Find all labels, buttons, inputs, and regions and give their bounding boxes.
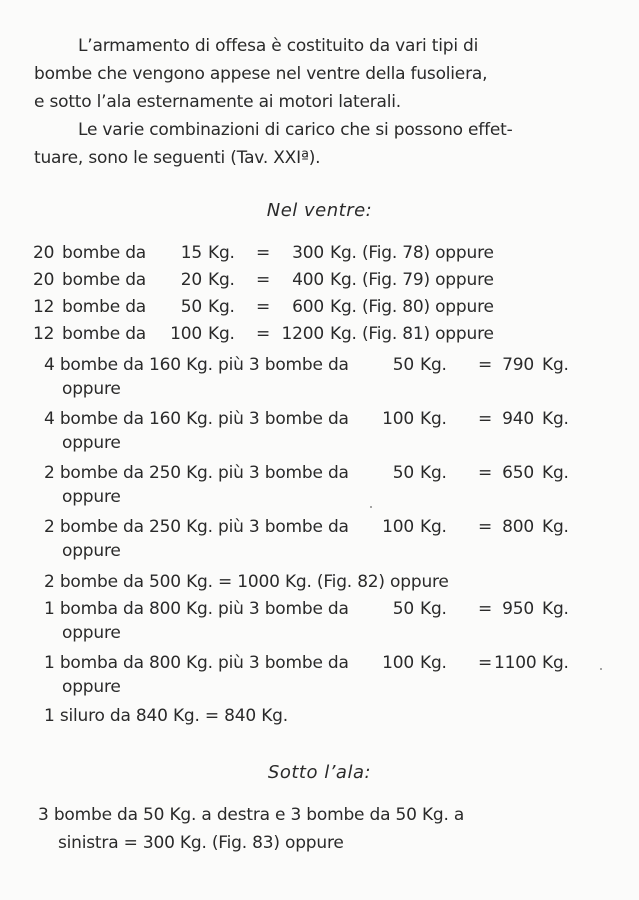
weight: 100	[382, 409, 414, 429]
total-unit: Kg.	[542, 409, 569, 429]
text-line	[34, 116, 590, 144]
weight: 50	[392, 599, 414, 619]
quantity: 20	[33, 270, 55, 290]
total: 950	[502, 599, 534, 619]
equals-sign: =	[256, 243, 271, 263]
text-line: bombe che vengono appese nel ventre della fusoliera,	[34, 64, 488, 84]
total-unit: Kg.	[542, 517, 569, 537]
total: 940	[502, 409, 534, 429]
unit: Kg.	[420, 355, 447, 375]
weight: 100	[382, 653, 414, 673]
combo-description: 2 bombe da 250 Kg. più 3 bombe da	[44, 463, 349, 483]
total: 800	[502, 517, 534, 537]
equals-sign: =	[478, 599, 493, 619]
scan-speck	[370, 506, 372, 508]
combo-description: 4 bombe da 160 Kg. più 3 bombe da	[44, 409, 349, 429]
section-heading-ala: Sotto l’ala:	[267, 762, 372, 783]
total-detail: Kg. (Fig. 78) oppure	[330, 243, 494, 263]
total: 650	[502, 463, 534, 483]
equals-sign: =	[256, 297, 271, 317]
weight: 15	[180, 243, 202, 263]
intro-paragraph-1	[34, 32, 590, 116]
weight: 50	[180, 297, 202, 317]
text-line-content: L’armamento di offesa è costituito da vari tipi di	[78, 36, 479, 56]
continuation-oppure: oppure	[62, 379, 121, 399]
unit: Kg.	[208, 324, 235, 344]
ala-line-1: 3 bombe da 50 Kg. a destra e 3 bombe da 50 Kg. a	[38, 805, 465, 825]
equals-sign: =	[478, 517, 493, 537]
equals-sign: =	[478, 653, 493, 673]
ala-line-2: sinistra = 300 Kg. (Fig. 83) oppure	[58, 833, 344, 853]
total: 300	[292, 243, 324, 263]
description: bombe da	[62, 243, 147, 263]
unit: Kg.	[208, 243, 235, 263]
total: 600	[292, 297, 324, 317]
text-line: e sotto l’ala esternamente ai motori laterali.	[34, 92, 401, 112]
quantity: 12	[33, 297, 55, 317]
continuation-oppure: oppure	[62, 541, 121, 561]
unit: Kg.	[420, 599, 447, 619]
unit: Kg.	[208, 270, 235, 290]
weight: 50	[392, 463, 414, 483]
total: 790	[502, 355, 534, 375]
unit: Kg.	[420, 653, 447, 673]
torpedo-row: 1 siluro da 840 Kg. = 840 Kg.	[44, 706, 288, 726]
total-unit: Kg.	[542, 355, 569, 375]
continuation-oppure: oppure	[62, 487, 121, 507]
total-detail: Kg. (Fig. 80) oppure	[330, 297, 494, 317]
description: bombe da	[62, 270, 147, 290]
combo-description: 1 bomba da 800 Kg. più 3 bombe da	[44, 653, 349, 673]
continuation-oppure: oppure	[62, 677, 121, 697]
unit: Kg.	[420, 463, 447, 483]
continuation-oppure: oppure	[62, 433, 121, 453]
equals-sign: =	[256, 270, 271, 290]
equals-sign: =	[478, 409, 493, 429]
combo-description: 1 bomba da 800 Kg. più 3 bombe da	[44, 599, 349, 619]
weight: 100	[170, 324, 202, 344]
total-unit: Kg.	[542, 463, 569, 483]
unit: Kg.	[420, 517, 447, 537]
text-line	[34, 32, 590, 60]
weight: 100	[382, 517, 414, 537]
unit: Kg.	[208, 297, 235, 317]
weight: 50	[392, 355, 414, 375]
combo-description: 4 bombe da 160 Kg. più 3 bombe da	[44, 355, 349, 375]
total-detail: Kg. (Fig. 81) oppure	[330, 324, 494, 344]
total-unit: Kg.	[542, 599, 569, 619]
scan-speck	[600, 668, 602, 670]
text-line-content: Le varie combinazioni di carico che si possono effet-	[78, 120, 513, 140]
total-detail: Kg. (Fig. 79) oppure	[330, 270, 494, 290]
total: 1100	[494, 653, 537, 673]
total-unit: Kg.	[542, 653, 569, 673]
load-row-500: 2 bombe da 500 Kg. = 1000 Kg. (Fig. 82) oppure	[44, 572, 449, 592]
unit: Kg.	[420, 409, 447, 429]
quantity: 12	[33, 324, 55, 344]
equals-sign: =	[256, 324, 271, 344]
description: bombe da	[62, 324, 147, 344]
equals-sign: =	[478, 355, 493, 375]
continuation-oppure: oppure	[62, 623, 121, 643]
intro-paragraph-2	[34, 116, 590, 172]
quantity: 20	[33, 243, 55, 263]
combo-description: 2 bombe da 250 Kg. più 3 bombe da	[44, 517, 349, 537]
total: 1200	[281, 324, 324, 344]
text-line: tuare, sono le seguenti (Tav. XXIª).	[34, 148, 321, 168]
description: bombe da	[62, 297, 147, 317]
total: 400	[292, 270, 324, 290]
section-heading-ventre: Nel ventre:	[266, 200, 373, 221]
equals-sign: =	[478, 463, 493, 483]
weight: 20	[180, 270, 202, 290]
